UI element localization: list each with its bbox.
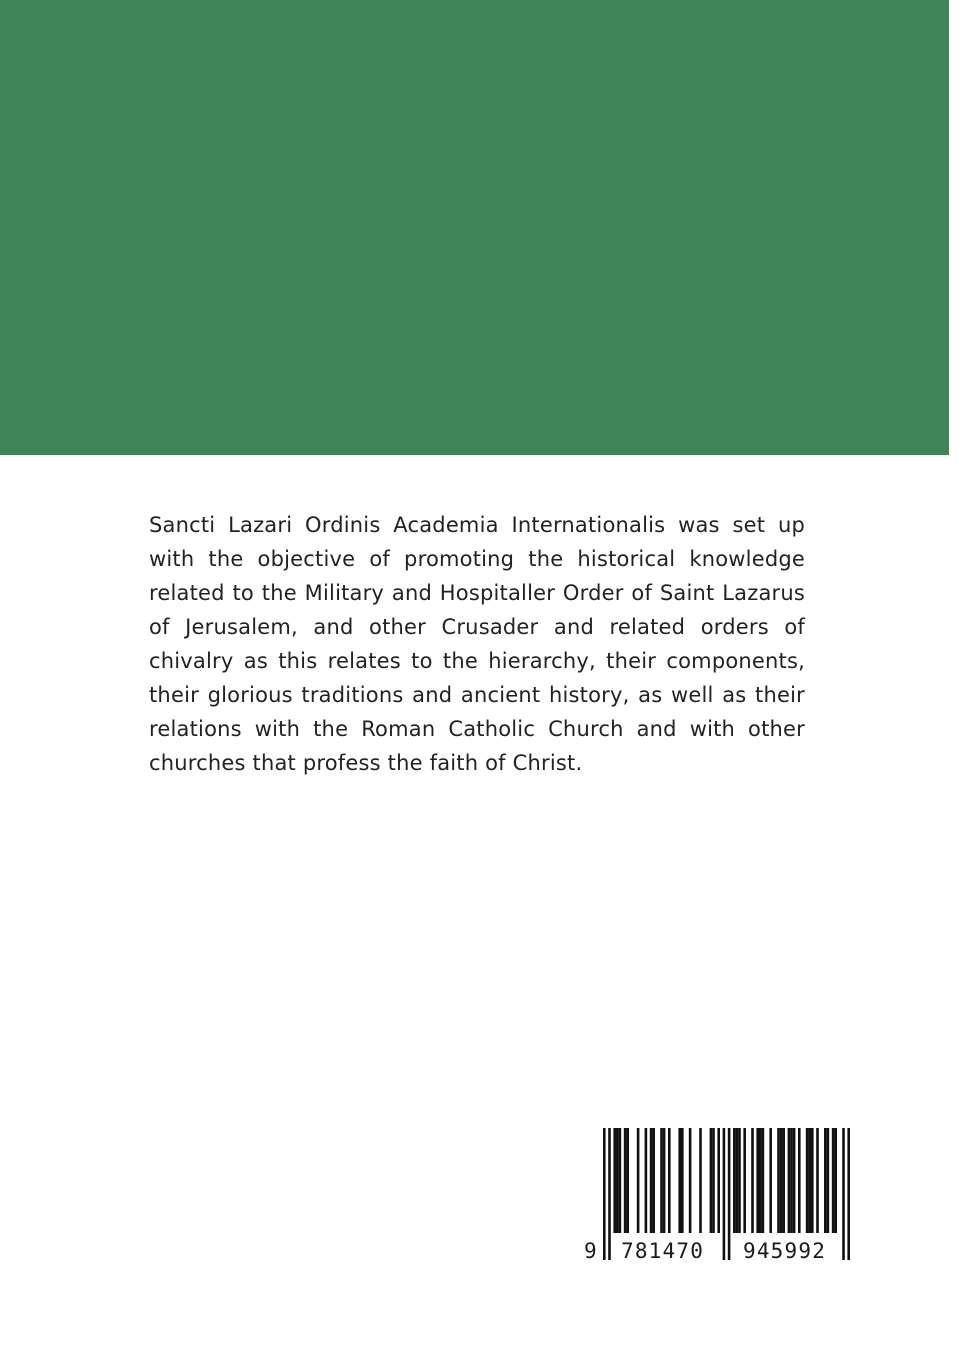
barcode-bar: [712, 1128, 715, 1233]
barcode-bar: [616, 1128, 619, 1233]
barcode-bar: [762, 1128, 765, 1233]
barcode-bar: [788, 1128, 791, 1233]
green-color-band: [0, 0, 949, 455]
barcode-bar: [699, 1128, 702, 1233]
barcode-bar: [743, 1128, 746, 1233]
blurb-text: Sancti Lazari Ordinis Academia Internationalis was set up with the objective of promoting the historical knowledge related to the Military and Hospitaller Order of Saint Lazarus of Jerusalem, and other Crusader and related orders of chivalry as this relates to the hierarchy, their components, their glorious traditions and ancient history, as well as their relations with the Roman Catholic Church and with other churches that profess the faith of Christ.: [149, 513, 805, 775]
barcode-bar: [624, 1128, 627, 1233]
barcode-bar: [660, 1128, 663, 1233]
barcode-bar: [681, 1128, 684, 1233]
barcode-bar: [827, 1128, 830, 1233]
barcode-bar: [668, 1128, 671, 1233]
barcode-bar: [717, 1128, 720, 1233]
barcode-bar: [619, 1128, 622, 1233]
barcode-bar: [710, 1128, 713, 1233]
barcode-bars: [583, 1128, 863, 1268]
barcode-bar: [678, 1128, 681, 1233]
barcode-bar: [613, 1128, 616, 1233]
barcode-bar: [793, 1128, 796, 1233]
barcode-bar: [663, 1128, 666, 1233]
barcode-guard-bar: [847, 1128, 850, 1260]
barcode-bar: [790, 1128, 793, 1233]
barcode-bar: [780, 1128, 783, 1233]
barcode-bar: [650, 1128, 653, 1233]
barcode-bar: [808, 1128, 811, 1233]
barcode-first-digit: 9: [584, 1239, 597, 1263]
barcode-guard-bar: [728, 1128, 731, 1260]
barcode-left-digits: 781470: [621, 1239, 705, 1263]
barcode-bar: [645, 1128, 648, 1233]
barcode-guard-bar: [603, 1128, 606, 1260]
barcode-bar: [811, 1128, 814, 1233]
barcode-bar: [769, 1128, 772, 1233]
barcode-bar: [806, 1128, 809, 1233]
barcode-bar: [834, 1128, 837, 1233]
barcode-bar: [777, 1128, 780, 1233]
barcode-bar: [738, 1128, 741, 1233]
barcode-bar: [689, 1128, 692, 1233]
barcode-bar: [736, 1128, 739, 1233]
barcode-guard-bar: [608, 1128, 611, 1260]
barcode-bar: [824, 1128, 827, 1233]
barcode-bar: [756, 1128, 759, 1233]
barcode-bar: [782, 1128, 785, 1233]
barcode-bar: [798, 1128, 801, 1233]
isbn-barcode: [583, 1128, 863, 1268]
barcode-bar: [759, 1128, 762, 1233]
barcode-bar: [652, 1128, 655, 1233]
barcode-bar: [832, 1128, 835, 1233]
barcode-bar: [816, 1128, 819, 1233]
barcode-bar: [626, 1128, 629, 1233]
barcode-bar: [637, 1128, 640, 1233]
barcode-bar: [751, 1128, 754, 1233]
barcode-guard-bar: [842, 1128, 845, 1260]
barcode-guard-bar: [723, 1128, 726, 1260]
barcode-right-digits: 945992: [743, 1239, 827, 1263]
barcode-bar: [733, 1128, 736, 1233]
